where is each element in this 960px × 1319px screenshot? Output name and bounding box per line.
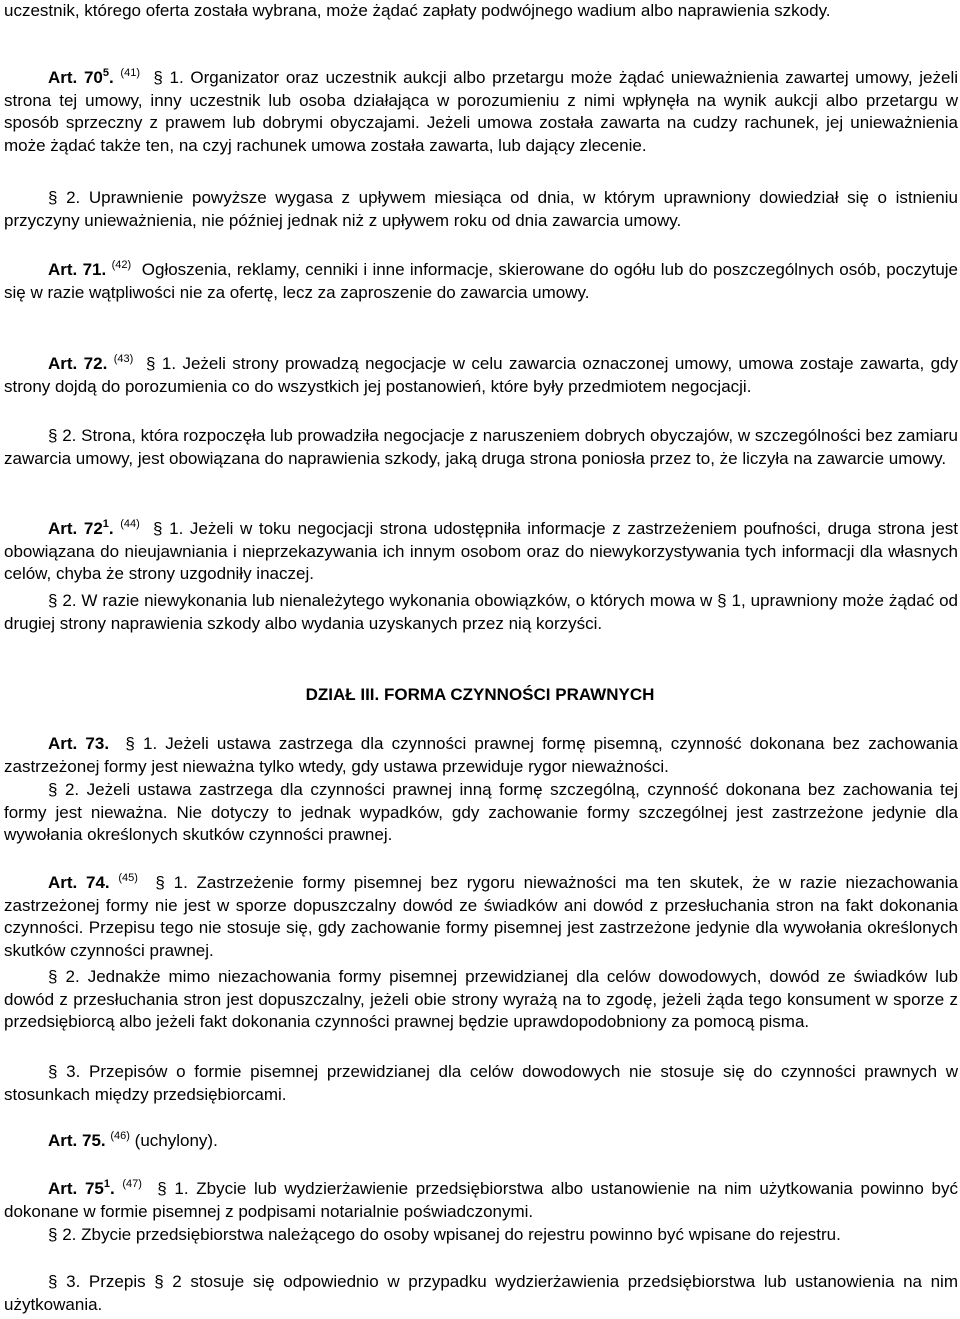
article-number: Art. $70^5$.: [48, 67, 114, 87]
art-75-1-para-1: Art. $75^1$. $^{(47)}$ § 1. Zbycie lub wydzierżawienie przedsiębiorstwa albo ustanowienie na nim użytkowania powinno być dokonane w formie pisemnej z podpisami notarialnie poświadczonymi.: [4, 1178, 958, 1221]
art-70-5-para-2: § 2. Uprawnienie powyższe wygasa z upływem miesiąca od dnia, w którym uprawniony dowiedział się o istnieniu przyczyny unieważnienia, nie później jednak niż z upływem roku od dnia zawarcia umowy.: [4, 188, 958, 230]
section-marker: §: [48, 1225, 58, 1244]
section-marker: §: [48, 426, 58, 445]
art-74-para-1: Art. 74. $^{(45)}$ § 1. Zastrzeżenie formy pisemnej bez rygoru nieważności ma ten skutek, że w razie niezachowania zastrzeżonej formy nie jest w sporze dopuszczalny dowód ze świadków ani dowód z przesłuchania stron na fakt dokonania czynności. Przepisu tego nie stosuje się, gdy zachowanie formy pisemnej jest zastrzeżone jedynie dla wywołania określonych skutków czynności prawnej.: [4, 872, 958, 960]
section-marker: §: [48, 188, 58, 207]
art-70-5-para-1: Art. $70^5$. $^{(41)}$ § 1. Organizator oraz uczestnik aukcji albo przetargu może żądać unieważnienia zawartej umowy, jeżeli strona tej umowy, inny uczestnik lub osoba działająca w porozumieniu z nimi wpłynęła na wynik aukcji albo przetargu w sposób sprzeczny z prawem lub dobrymi obyczajami. Jeżeli umowa została zawarta na cudzy rachunek, jej unieważnienia może żądać także ten, na czyj rachunek umowa została zawarta, lub dający zlecenie.: [4, 67, 958, 155]
footnote-ref: (46): [110, 1130, 130, 1142]
paragraph-continuation: uczestnik, którego oferta została wybrana, może żądać zapłaty podwójnego wadium albo naprawienia szkody.: [4, 1, 831, 20]
art-75-1-para-3: § 3. Przepis § 2 stosuje się odpowiednio w przypadku wydzierżawienia przedsiębiorstwa lub ustanowienia na nim użytkowania.: [4, 1272, 958, 1314]
art-74-para-3: § 3. Przepisów o formie pisemnej przewidzianej dla celów dowodowych nie stosuje się do czynności prawnych w stosunkach między przedsiębiorcami.: [4, 1062, 958, 1104]
section-marker: §: [48, 780, 58, 799]
art-73-para-1: Art. 73. § 1. Jeżeli ustawa zastrzega dla czynności prawnej formę pisemną, czynność dokonana bez zachowania zastrzeżonej formy jest nieważna tylko wtedy, gdy ustawa przewiduje rygor nieważności.: [4, 734, 958, 776]
art-74-para-2: § 2. Jednakże mimo niezachowania formy pisemnej przewidzianej dla celów dowodowych, dowód ze świadków lub dowód z przesłuchania stron jest dopuszczalny, jeżeli obie strony wyrażą na to zgodę, jeżeli żąda tego konsument w sporze z przedsiębiorcą albo jeżeli fakt dokonania czynności prawnej będzie uprawdopodobniony za pomocą pisma.: [4, 967, 958, 1031]
footnote-ref: (41): [120, 67, 140, 79]
art-73-para-2: § 2. Jeżeli ustawa zastrzega dla czynności prawnej inną formę szczególną, czynność dokonana bez zachowania tej formy jest nieważna. Nie dotyczy to jednak wypadków, gdy zachowanie formy szczególnej jest zastrzeżone jedynie dla wywołania określonych skutków czynności prawnej.: [4, 780, 958, 844]
article-number: Art. 72.: [48, 354, 108, 373]
article-number: Art. 75.: [48, 1131, 106, 1150]
section-marker: §: [48, 591, 58, 610]
section-marker: §: [125, 734, 135, 753]
section-marker: §: [153, 519, 163, 538]
footnote-ref: (45): [118, 872, 138, 884]
section-marker: §: [153, 68, 163, 87]
article-number: Art. 73.: [48, 734, 110, 753]
section-marker: §: [48, 1062, 58, 1081]
section-marker: §: [48, 1272, 58, 1291]
art-72-1-para-1: Art. $72^1$. $^{(44)}$ § 1. Jeżeli w toku negocjacji strona udostępniła informacje z zastrzeżeniem poufności, druga strona jest obowiązana do nieujawniania i nieprzekazywania ich innym osobom oraz do niewykorzystywania tych informacji dla własnych celów, chyba że strony uzgodniły inaczej.: [4, 518, 958, 583]
article-number: Art. 71.: [48, 260, 107, 279]
article-number: Art. $72^1$.: [48, 518, 114, 538]
footnote-ref: (44): [120, 518, 140, 530]
section-marker: §: [146, 354, 156, 373]
art-75: Art. 75. $^{(46)}$ (uchylony).: [48, 1130, 218, 1150]
section-marker: §: [157, 1179, 167, 1198]
section-marker: §: [48, 967, 58, 986]
article-number: Art. 74.: [48, 873, 110, 892]
footnote-ref: (42): [111, 259, 132, 271]
art-75-1-para-2: § 2. Zbycie przedsiębiorstwa należącego do osoby wpisanej do rejestru powinno być wpisane do rejestru.: [48, 1225, 841, 1244]
art-72-1-para-2: § 2. W razie niewykonania lub nienależytego wykonania obowiązków, o których mowa w § 1, uprawniony może żądać od drugiej strony naprawienia szkody albo wydania uzyskanych przez nią korzyści.: [4, 591, 958, 633]
footnote-ref: (47): [122, 1178, 142, 1190]
art-72-para-1: Art. 72. $^{(43)}$ § 1. Jeżeli strony prowadzą negocjacje w celu zawarcia oznaczonej umowy, umowa zostaje zawarta, gdy strony dojdą do porozumienia co do wszystkich jej postanowień, które były przedmiotem negocjacji.: [4, 353, 958, 396]
section-heading: DZIAŁ III. FORMA CZYNNOŚCI PRAWNYCH: [305, 685, 655, 704]
art-71: Art. 71. $^{(42)}$ Ogłoszenia, reklamy, cenniki i inne informacje, skierowane do ogółu lub do poszczególnych osób, poczytuje się w razie wątpliwości nie za ofertę, lecz za zaproszenie do zawarcia umowy.: [4, 259, 959, 302]
footnote-ref: (43): [113, 353, 134, 365]
art-72-para-2: § 2. Strona, która rozpoczęła lub prowadziła negocjacje z naruszeniem dobrych obyczajów, w szczególności bez zamiaru zawarcia umowy, jest obowiązana do naprawienia szkody, jaką druga strona poniosła przez to, że liczyła na zawarcie umowy.: [4, 426, 958, 468]
article-number: Art. $75^1$.: [48, 1178, 115, 1198]
section-marker: §: [155, 873, 165, 892]
